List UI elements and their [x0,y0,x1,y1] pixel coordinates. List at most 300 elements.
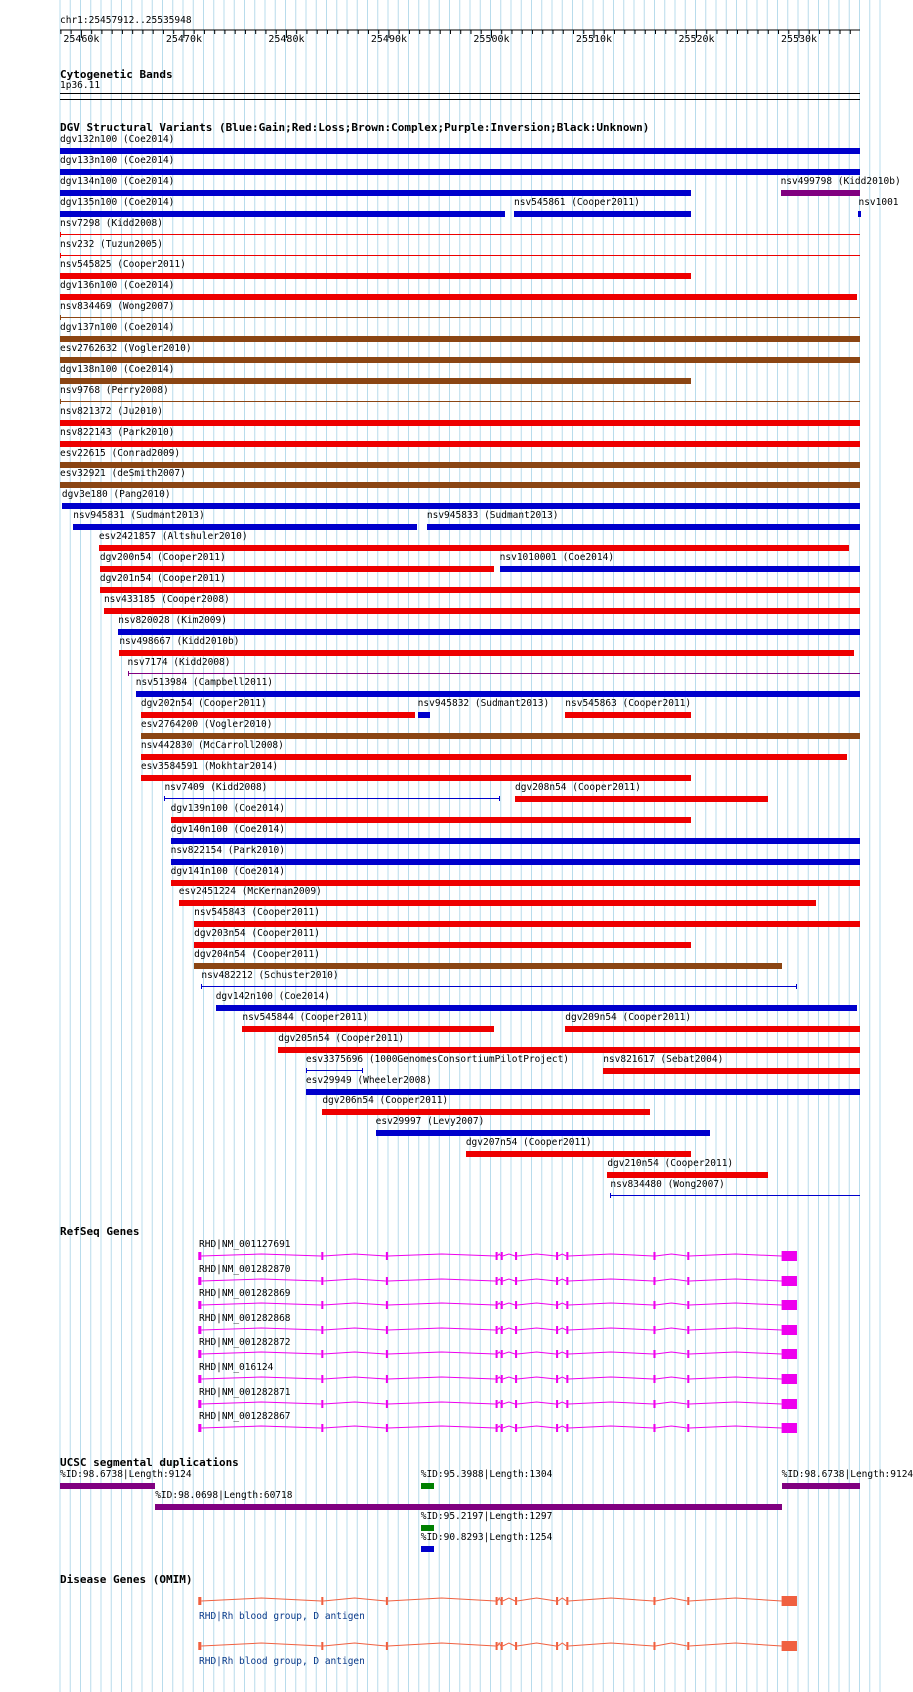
exon-block [386,1375,388,1383]
exon-block [687,1301,689,1309]
sv-label: dgv209n54 (Cooper2011) [565,1011,692,1023]
exon-block [653,1597,655,1605]
exon-block [556,1424,558,1432]
sv-bar [179,900,817,906]
exon-block [496,1400,498,1408]
exon-block [515,1252,517,1260]
sv-bar [418,712,430,718]
refseq-gene-label: RHD|NM_001282869 [199,1288,291,1300]
sv-label: dgv204n54 (Cooper2011) [194,949,321,961]
sv-bar [306,1089,860,1095]
intron-line [503,1402,515,1404]
intron-line [689,1402,781,1404]
sv-bar [60,420,860,426]
exon-block [687,1252,689,1260]
sv-bar [60,401,860,402]
segdup-track-title: UCSC segmental duplications [60,1456,239,1469]
region-label: chr1:25457912..25535948 [60,15,192,26]
intron-line [517,1426,556,1428]
gene-model [0,1344,890,1364]
sv-label: dgv140n100 (Coe2014) [170,823,285,835]
intron-line [655,1303,687,1305]
sv-bar [60,211,505,217]
sv-label: nsv822154 (Park2010) [170,844,285,856]
intron-line [201,1328,321,1330]
exon-block [687,1277,689,1285]
sv-label: dgv141n100 (Coe2014) [170,865,285,877]
sv-bar-end [128,671,129,676]
exon-block [321,1301,323,1309]
intron-line [568,1279,653,1281]
gene-model [0,1636,890,1656]
refseq-track-title: RefSeq Genes [60,1225,140,1238]
sv-bar [99,545,849,551]
intron-line [503,1254,515,1256]
exon-block [501,1326,503,1334]
exon-block [198,1350,201,1358]
exon-block [556,1375,558,1383]
exon-block [653,1350,655,1358]
intron-line [558,1426,566,1428]
sv-label: nsv820028 (Kim2009) [118,614,227,626]
sv-bar [603,1068,860,1074]
intron-line [201,1254,321,1256]
sv-bar [104,608,860,614]
intron-line [498,1328,501,1330]
segdup-bar [155,1504,781,1510]
omim-gene-label: RHD|Rh blood group, D antigen [199,1611,365,1622]
exon-block [386,1252,388,1260]
exon-block [556,1252,558,1260]
exon-block [687,1424,689,1432]
intron-line [498,1426,501,1428]
sv-label: nsv545825 (Cooper2011) [60,259,186,271]
exon-block [321,1597,323,1605]
intron-line [655,1377,687,1379]
sv-bar [781,190,860,196]
exon-block [321,1424,323,1432]
sv-label: dgv205n54 (Cooper2011) [278,1032,405,1044]
sv-label: nsv433185 (Cooper2008) [103,593,230,605]
sv-label: nsv9768 (Perry2008) [60,384,169,396]
sv-label: dgv208n54 (Cooper2011) [515,781,641,793]
intron-line [689,1254,781,1256]
sv-bar [858,211,861,217]
intron-line [655,1352,687,1354]
intron-line [388,1402,496,1404]
intron-line [498,1352,501,1354]
sv-label: nsv945831 (Sudmant2013) [73,510,205,522]
sv-bar-end [60,315,61,320]
refseq-gene-label: RHD|NM_001282867 [199,1411,291,1423]
intron-line [388,1328,496,1330]
exon-block [496,1252,498,1260]
exon-block [515,1375,517,1383]
intron-line [517,1303,556,1305]
exon-block [198,1642,201,1650]
intron-line [388,1303,496,1305]
exon-block [566,1424,568,1432]
intron-line [503,1352,515,1354]
intron-line [323,1352,386,1354]
sv-label: nsv1010001 (Coe2014) [499,552,615,563]
exon-block [515,1277,517,1285]
intron-line [558,1303,566,1305]
intron-line [655,1254,687,1256]
sv-bar [171,838,860,844]
exon-block [566,1400,568,1408]
intron-line [558,1352,566,1354]
sv-label: dgv133n100 (Coe2014) [60,154,175,166]
sv-label: nsv7174 (Kidd2008) [127,656,231,668]
sv-bar [242,1026,493,1032]
sv-bar [141,712,415,718]
sv-bar [500,566,860,572]
sv-bar [60,273,691,279]
sv-label: nsv513984 (Campbell2011) [135,677,274,689]
ruler-tick-label: 25510k [575,34,613,45]
intron-line [568,1254,653,1256]
exon-block [566,1597,568,1605]
intron-line [517,1279,556,1281]
exon-block [386,1597,388,1605]
gene-model [0,1591,890,1611]
exon-block [566,1350,568,1358]
sv-bar [376,1130,710,1136]
exon-block [496,1350,498,1358]
exon-block [198,1252,201,1260]
exon-block [653,1400,655,1408]
sv-bar [322,1109,650,1115]
segdup-bar [782,1483,860,1489]
exon-block [501,1252,503,1260]
exon-block [566,1326,568,1334]
cyto-band-line-top [60,93,860,94]
exon-block [501,1424,503,1432]
exon-block [198,1424,201,1432]
exon-block [496,1326,498,1334]
sv-bar-end [306,1068,307,1073]
intron-line [503,1598,515,1601]
sv-label: esv2764200 (Vogler2010) [140,719,273,731]
exon-block [515,1350,517,1358]
intron-line [689,1377,781,1379]
gene-model [0,1295,890,1315]
segdup-label: %ID:98.6738|Length:9124 [781,1469,913,1480]
exon-block [321,1277,323,1285]
sv-bar [306,1070,363,1071]
intron-line [568,1377,653,1379]
intron-line [323,1377,386,1379]
exon-block [556,1350,558,1358]
sv-label: nsv1001 [858,196,899,208]
exon-block [198,1277,201,1285]
intron-line [689,1279,781,1281]
sv-bar [60,169,860,175]
intron-line [201,1279,321,1281]
exon-block [566,1252,568,1260]
sv-bar [194,963,781,969]
ruler-tick-label: 25530k [780,34,818,45]
exon-block [566,1277,568,1285]
exon-block [653,1424,655,1432]
sv-bar [194,942,691,948]
intron-line [388,1352,496,1354]
exon-block [386,1424,388,1432]
sv-bar [60,255,860,256]
sv-label: dgv139n100 (Coe2014) [170,802,285,814]
exon-block [687,1642,689,1650]
sv-label: nsv945832 (Sudmant2013) [417,698,550,710]
intron-line [655,1402,687,1404]
sv-bar [60,462,860,468]
intron-line [558,1402,566,1404]
sv-bar [171,817,692,823]
exon-block [687,1326,689,1334]
refseq-gene-label: RHD|NM_016124 [199,1362,274,1373]
intron-line [558,1328,566,1330]
intron-line [689,1643,781,1646]
exon-block [515,1424,517,1432]
sv-label: nsv834480 (Wong2007) [610,1179,725,1190]
exon-block [653,1301,655,1309]
omim-track-title: Disease Genes (OMIM) [60,1573,193,1586]
intron-line [517,1643,556,1646]
exon-block [496,1375,498,1383]
exon-block [687,1597,689,1605]
intron-line [689,1352,781,1354]
sv-label: nsv545843 (Cooper2011) [194,907,321,919]
segdup-label: %ID:95.2197|Length:1297 [420,1511,553,1522]
sv-bar [62,503,860,509]
intron-line [498,1643,501,1646]
sv-label: dgv201n54 (Cooper2011) [99,572,226,584]
sv-label: nsv545861 (Cooper2011) [514,196,640,208]
exon-block [515,1597,517,1605]
exon-block [386,1400,388,1408]
sv-bar [194,921,860,927]
sv-bar [171,880,860,886]
intron-line [323,1643,386,1646]
intron-line [689,1328,781,1330]
intron-line [323,1279,386,1281]
sv-bar [128,673,860,674]
intron-line [558,1254,566,1256]
sv-label: dgv142n100 (Coe2014) [215,990,331,1002]
sv-label: dgv206n54 (Cooper2011) [322,1095,449,1107]
exon-block [782,1300,797,1310]
intron-line [655,1598,687,1601]
intron-line [517,1328,556,1330]
sv-label: nsv499798 (Kidd2010b) [780,175,901,187]
sv-bar [171,859,860,865]
exon-block [321,1400,323,1408]
exon-block [501,1375,503,1383]
sv-label: dgv200n54 (Cooper2011) [99,552,226,563]
exon-block [501,1597,503,1605]
intron-line [388,1377,496,1379]
intron-line [503,1426,515,1428]
sv-bar [60,317,860,318]
sv-label: dgv137n100 (Coe2014) [60,322,175,334]
sv-bar [60,294,857,300]
ruler-tick-label: 25520k [678,34,715,45]
gene-model [0,1418,890,1438]
refseq-gene-label: RHD|NM_001282868 [199,1312,291,1324]
segdup-bar [421,1546,434,1552]
sv-bar-end [60,399,61,404]
intron-line [498,1377,501,1379]
sv-bar [466,1151,692,1157]
exon-block [556,1301,558,1309]
sv-label: esv29949 (Wheeler2008) [305,1074,432,1086]
exon-block [782,1423,797,1433]
sv-bar-end [164,796,165,801]
sv-bar [60,148,860,154]
gene-model [0,1246,890,1266]
refseq-gene-label: RHD|NM_001282870 [199,1263,291,1275]
sv-label: nsv442830 (McCarroll2008) [140,740,284,752]
segdup-bar [60,1483,155,1489]
intron-line [517,1254,556,1256]
intron-line [503,1328,515,1330]
exon-block [566,1642,568,1650]
sv-bar [565,712,691,718]
intron-line [558,1643,566,1646]
exon-block [501,1301,503,1309]
intron-line [498,1303,501,1305]
exon-block [782,1349,797,1359]
exon-block [496,1642,498,1650]
sv-bar [141,775,692,781]
sv-label: dgv136n100 (Coe2014) [60,280,175,292]
intron-line [503,1643,515,1646]
ruler-tick-label: 25470k [165,34,202,45]
sv-label: nsv545863 (Cooper2011) [565,698,692,710]
intron-line [503,1303,515,1305]
segdup-label: %ID:90.8293|Length:1254 [420,1532,553,1543]
sv-label: dgv203n54 (Cooper2011) [194,928,321,940]
exon-block [782,1276,797,1286]
sv-label: dgv135n100 (Coe2014) [60,196,175,208]
sv-label: nsv821372 (Ju2010) [60,405,163,417]
gene-model [0,1320,890,1340]
exon-block [321,1350,323,1358]
sv-bar [278,1047,860,1053]
exon-block [556,1642,558,1650]
sv-bar [60,378,691,384]
intron-line [498,1254,501,1256]
sv-label: nsv822143 (Park2010) [60,426,175,438]
intron-line [201,1426,321,1428]
intron-line [323,1328,386,1330]
exon-block [782,1641,797,1651]
exon-block [501,1642,503,1650]
segdup-bar [421,1483,434,1489]
exon-block [782,1399,797,1409]
sv-label: dgv3e180 (Pang2010) [61,489,171,501]
sv-bar [565,1026,860,1032]
exon-block [198,1326,201,1334]
sv-bar [136,691,860,697]
exon-block [386,1326,388,1334]
exon-block [496,1424,498,1432]
exon-block [653,1326,655,1334]
exon-block [515,1642,517,1650]
intron-line [568,1352,653,1354]
intron-line [568,1303,653,1305]
intron-line [655,1643,687,1646]
sv-bar [201,986,797,987]
sv-label: nsv834469 (Wong2007) [60,301,175,313]
sv-label: nsv7298 (Kidd2008) [60,217,163,229]
intron-line [323,1254,386,1256]
exon-block [782,1374,797,1384]
sv-label: dgv134n100 (Coe2014) [60,175,175,187]
intron-line [655,1328,687,1330]
sv-label: nsv945833 (Sudmant2013) [426,510,559,522]
sv-bar [60,336,860,342]
sv-bar [118,629,860,635]
sv-bar [100,566,494,572]
refseq-gene-label: RHD|NM_001127691 [199,1239,291,1250]
exon-block [515,1326,517,1334]
intron-line [498,1279,501,1281]
exon-block [687,1350,689,1358]
gene-model [0,1271,890,1291]
intron-line [503,1377,515,1379]
ruler-tick-label: 25480k [268,34,305,45]
intron-line [568,1643,653,1646]
sv-bar [164,798,499,799]
sv-label: nsv7409 (Kidd2008) [164,781,268,793]
ruler-tick-label: 25490k [370,34,408,45]
sv-bar [60,441,860,447]
exon-block [556,1326,558,1334]
exon-block [386,1642,388,1650]
segdup-label: %ID:95.3988|Length:1304 [420,1469,553,1480]
exon-block [556,1277,558,1285]
sv-label: esv29997 (Levy2007) [375,1116,485,1128]
sv-label: esv2451224 (McKernan2009) [178,886,322,898]
intron-line [568,1402,653,1404]
exon-block [782,1325,797,1335]
sv-bar-end [201,984,202,989]
sv-label: esv32921 (deSmith2007) [60,468,186,480]
sv-bar [141,754,847,760]
intron-line [689,1598,781,1601]
exon-block [556,1400,558,1408]
exon-block [782,1251,797,1261]
sv-bar [73,524,416,530]
sv-label: dgv138n100 (Coe2014) [60,363,175,375]
sv-label: esv2421857 (Altshuler2010) [98,531,248,543]
intron-line [201,1352,321,1354]
sv-bar-end [610,1193,611,1198]
intron-line [517,1377,556,1379]
intron-line [201,1598,321,1601]
intron-line [558,1279,566,1281]
exon-block [515,1301,517,1309]
cyto-band-label: 1p36.11 [60,80,101,91]
intron-line [558,1598,566,1601]
exon-block [386,1350,388,1358]
intron-line [568,1426,653,1428]
intron-line [689,1426,781,1428]
exon-block [496,1597,498,1605]
ruler-tick-label: 25460k [63,34,100,45]
refseq-gene-label: RHD|NM_001282871 [199,1386,291,1398]
